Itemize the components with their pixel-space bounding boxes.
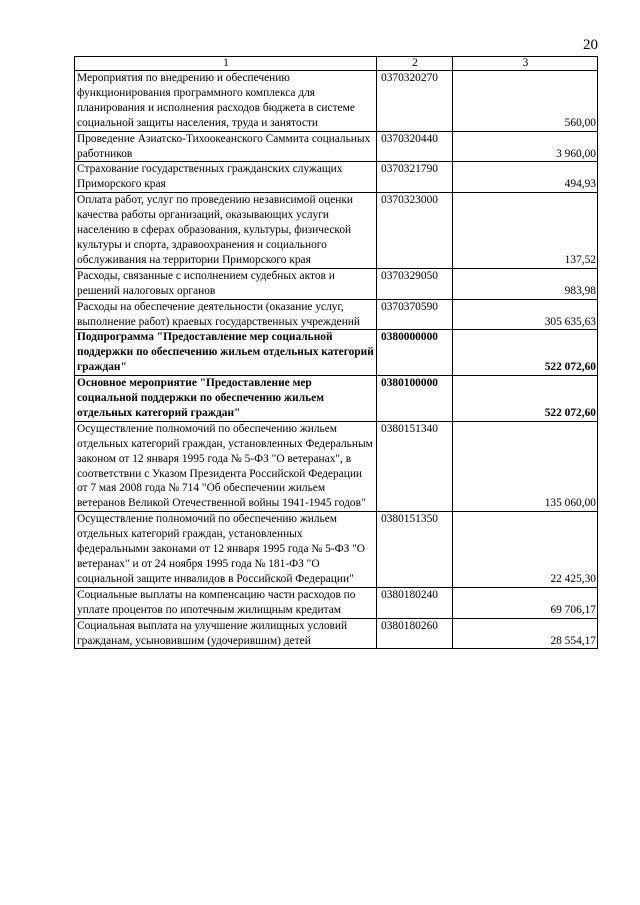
table-row: [75, 376, 598, 422]
table-row: [75, 299, 598, 330]
row-name-cell: Подпрограмма "Предоставление мер социальной поддержки по обеспечению жильем отдельных категорий граждан": [75, 330, 377, 376]
row-amount-cell: 983,98: [453, 268, 598, 299]
row-amount-cell: 28 554,17: [453, 618, 598, 649]
column-header-amount: 3: [453, 57, 598, 71]
column-header-code: 2: [377, 57, 453, 71]
table-row: [75, 193, 598, 269]
row-code-cell: 0380180260: [377, 618, 453, 649]
header-row: [75, 57, 598, 71]
row-name-cell: Социальная выплата на улучшение жилищных условий гражданам, усыновившим (удочерившим) детей: [75, 618, 377, 649]
row-code-cell: 0380151350: [377, 512, 453, 588]
row-name-cell: Осуществление полномочий по обеспечению жильем отдельных категорий граждан, установленных Федеральным законом от 12 января 1995 года № 5-ФЗ "О ветеранах", в соответствии с Указом Президента Российской Федерации от 7 мая 2008 года № 714 "Об обеспечении жильем ветеранов Великой Отечественной войны 1941-1945 годов": [75, 421, 377, 511]
row-code-cell: 0370329050: [377, 268, 453, 299]
budget-table: [74, 56, 598, 649]
row-code-cell: 0380180240: [377, 587, 453, 618]
table-row: [75, 618, 598, 649]
row-amount-cell: 69 706,17: [453, 587, 598, 618]
table-row: [75, 162, 598, 193]
row-name-cell: Проведение Азиатско-Тихоокеанского Саммита социальных работников: [75, 131, 377, 162]
row-name-cell: Мероприятия по внедрению и обеспечению функционирования программного комплекса для планирования и исполнения расходов бюджета в системе социальной защиты населения, труда и занятости: [75, 71, 377, 132]
row-name-cell: Расходы, связанные с исполнением судебных актов и решений налоговых органов: [75, 268, 377, 299]
row-amount-cell: 3 960,00: [453, 131, 598, 162]
table-row: [75, 330, 598, 376]
row-code-cell: 0370370590: [377, 299, 453, 330]
row-name-cell: Оплата работ, услуг по проведению независимой оценки качества работы организаций, оказывающих услуги населению в сферах образования, культуры, физической культуры и спорта, здравоохранения и социального обслуживания на территории Приморского края: [75, 193, 377, 269]
row-amount-cell: 522 072,60: [453, 330, 598, 376]
row-code-cell: 0370323000: [377, 193, 453, 269]
table-row: [75, 421, 598, 511]
row-code-cell: 0380151340: [377, 421, 453, 511]
table-row: [75, 268, 598, 299]
table-row: [75, 587, 598, 618]
page-number: 20: [583, 37, 598, 53]
row-code-cell: 0380100000: [377, 376, 453, 422]
row-code-cell: 0370320440: [377, 131, 453, 162]
table-body: [75, 71, 598, 649]
row-amount-cell: 135 060,00: [453, 421, 598, 511]
row-amount-cell: 22 425,30: [453, 512, 598, 588]
row-name-cell: Страхование государственных гражданских служащих Приморского края: [75, 162, 377, 193]
table-row: [75, 512, 598, 588]
row-name-cell: Расходы на обеспечение деятельности (оказание услуг, выполнение работ) краевых государственных учреждений: [75, 299, 377, 330]
row-amount-cell: 494,93: [453, 162, 598, 193]
row-code-cell: 0370321790: [377, 162, 453, 193]
row-amount-cell: 137,52: [453, 193, 598, 269]
table-row: [75, 71, 598, 132]
column-header-name: 1: [75, 57, 377, 71]
row-amount-cell: 560,00: [453, 71, 598, 132]
row-code-cell: 0380000000: [377, 330, 453, 376]
row-amount-cell: 522 072,60: [453, 376, 598, 422]
row-name-cell: Социальные выплаты на компенсацию части расходов по уплате процентов по ипотечным жилищным кредитам: [75, 587, 377, 618]
row-amount-cell: 305 635,63: [453, 299, 598, 330]
row-name-cell: Осуществление полномочий по обеспечению жильем отдельных категорий граждан, установленных федеральными законами от 12 января 1995 года № 5-ФЗ "О ветеранах" и от 24 ноября 1995 года № 181-ФЗ "О социальной защите инвалидов в Российской Федерации": [75, 512, 377, 588]
row-code-cell: 0370320270: [377, 71, 453, 132]
table-row: [75, 131, 598, 162]
row-name-cell: Основное мероприятие "Предоставление мер социальной поддержки по обеспечению жильем отдельных категорий граждан": [75, 376, 377, 422]
